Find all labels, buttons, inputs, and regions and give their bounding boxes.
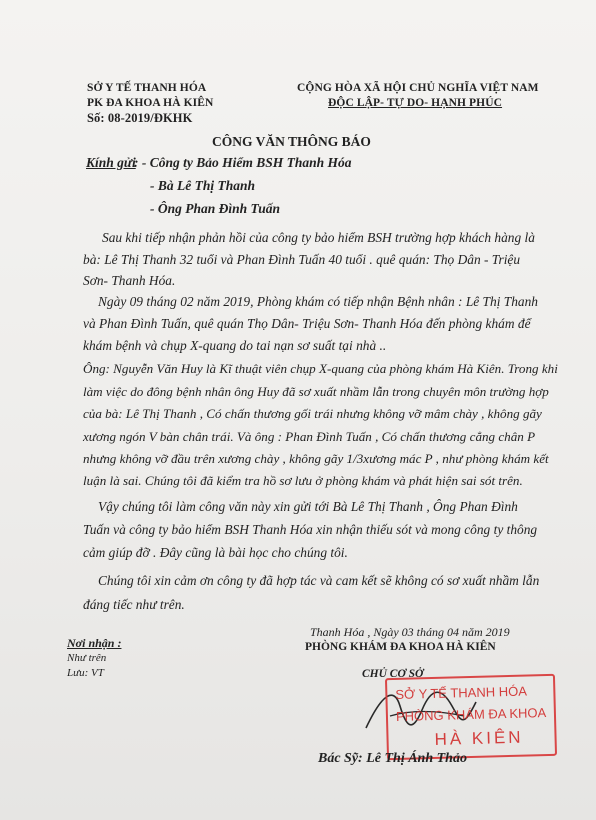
cc-label: Nơi nhận : — [67, 636, 122, 650]
body-line: của bà: Lê Thị Thanh , Có chấn thương gối trái nhưng không vỡ mâm chày , không gãy — [83, 406, 542, 421]
body-line: Sơn- Thanh Hóa. — [83, 273, 176, 288]
body-line: bà: Lê Thị Thanh 32 tuổi và Phan Đình Tuấn 40 tuổi . quê quán: Thọ Dân - Triệu — [83, 252, 521, 267]
body-line: đáng tiếc như trên. — [83, 597, 185, 612]
national-motto: ĐỘC LẬP- TỰ DO- HẠNH PHÚC — [328, 97, 503, 109]
document-title: CÔNG VĂN THÔNG BÁO — [212, 134, 371, 149]
recipient-item: - Ông Phan Đình Tuấn — [150, 201, 281, 216]
body-line: nhưng không vỡ đầu trên xương chày , không gãy 1/3xương mác P , như phòng khám kết — [83, 451, 549, 466]
recipient-item: - Bà Lê Thị Thanh — [150, 178, 256, 193]
clinic-name: PK ĐA KHOA HÀ KIÊN — [87, 97, 214, 109]
body-line: Ngày 09 tháng 02 năm 2019, Phòng khám có tiếp nhận Bệnh nhân : Lê Thị Thanh — [98, 294, 539, 309]
body-line: làm việc do đông bệnh nhân ông Huy đã sơ xuất nhầm lẫn trong chuyên môn trường hợp — [83, 384, 549, 399]
stamp-text: SỞ Y TẾ THANH HÓA — [395, 683, 528, 702]
body-line: cảm giúp đỡ . Đây cũng là bài học cho chúng tôi. — [83, 545, 348, 560]
body-line: luận là sai. Chúng tôi đã kiểm tra hồ sơ lưu ở phòng khám và phát hiện sai sót trên. — [83, 473, 523, 488]
stamp-text: PHÒNG KHÁM ĐA KHOA — [395, 705, 547, 724]
recipient-item: : - Công ty Bảo Hiểm BSH Thanh Hóa — [134, 155, 352, 170]
body-line: Tuấn và công ty bảo hiểm BSH Thanh Hóa xin nhận thiếu sót và mong công ty thông — [83, 522, 538, 537]
official-stamp — [385, 674, 557, 760]
stamp-text: HÀ KIÊN — [434, 727, 524, 749]
recipients-label: Kính gửi — [86, 155, 136, 170]
signer-name: Bác Sỹ: Lê Thị Ánh Thảo — [318, 751, 467, 766]
body-line: Chúng tôi xin cảm ơn công ty đã hợp tác và cam kết sẽ không có sơ xuất nhầm lẫn — [98, 573, 540, 588]
body-line: Sau khi tiếp nhận phản hồi của công ty bảo hiểm BSH trường hợp khách hàng là — [102, 230, 535, 245]
cc-item: Lưu: VT — [67, 667, 104, 679]
signer-role: CHỦ CƠ SỞ — [362, 668, 424, 680]
issue-date: Thanh Hóa , Ngày 03 tháng 04 năm 2019 — [310, 625, 510, 639]
national-title: CỘNG HÒA XÃ HỘI CHỦ NGHĨA VIỆT NAM — [297, 82, 539, 94]
cc-item: Như trên — [67, 652, 107, 664]
department-name: SỞ Y TẾ THANH HÓA — [87, 82, 207, 94]
signature-organization: PHÒNG KHÁM ĐA KHOA HÀ KIÊN — [305, 641, 496, 653]
body-line: xương ngón V bàn chân trái. Và ông : Phan Đình Tuấn , Có chấn thương cẳng chân P — [83, 429, 536, 444]
document-number: Số: 08-2019/ĐKHK — [87, 111, 193, 125]
body-line: Ông: Nguyễn Văn Huy là Kĩ thuật viên chụp X-quang của phòng khám Hà Kiên. Trong khi — [83, 361, 558, 376]
body-line: và Phan Đình Tuấn, quê quán Thọ Dân- Triệu Sơn- Thanh Hóa đến phòng khám để — [83, 316, 531, 331]
body-line: khám bệnh và chụp X-quang do tai nạn sơ suất tại nhà .. — [83, 338, 387, 353]
body-line: Vậy chúng tôi làm công văn này xin gửi tới Bà Lê Thị Thanh , Ông Phan Đình — [98, 499, 518, 514]
